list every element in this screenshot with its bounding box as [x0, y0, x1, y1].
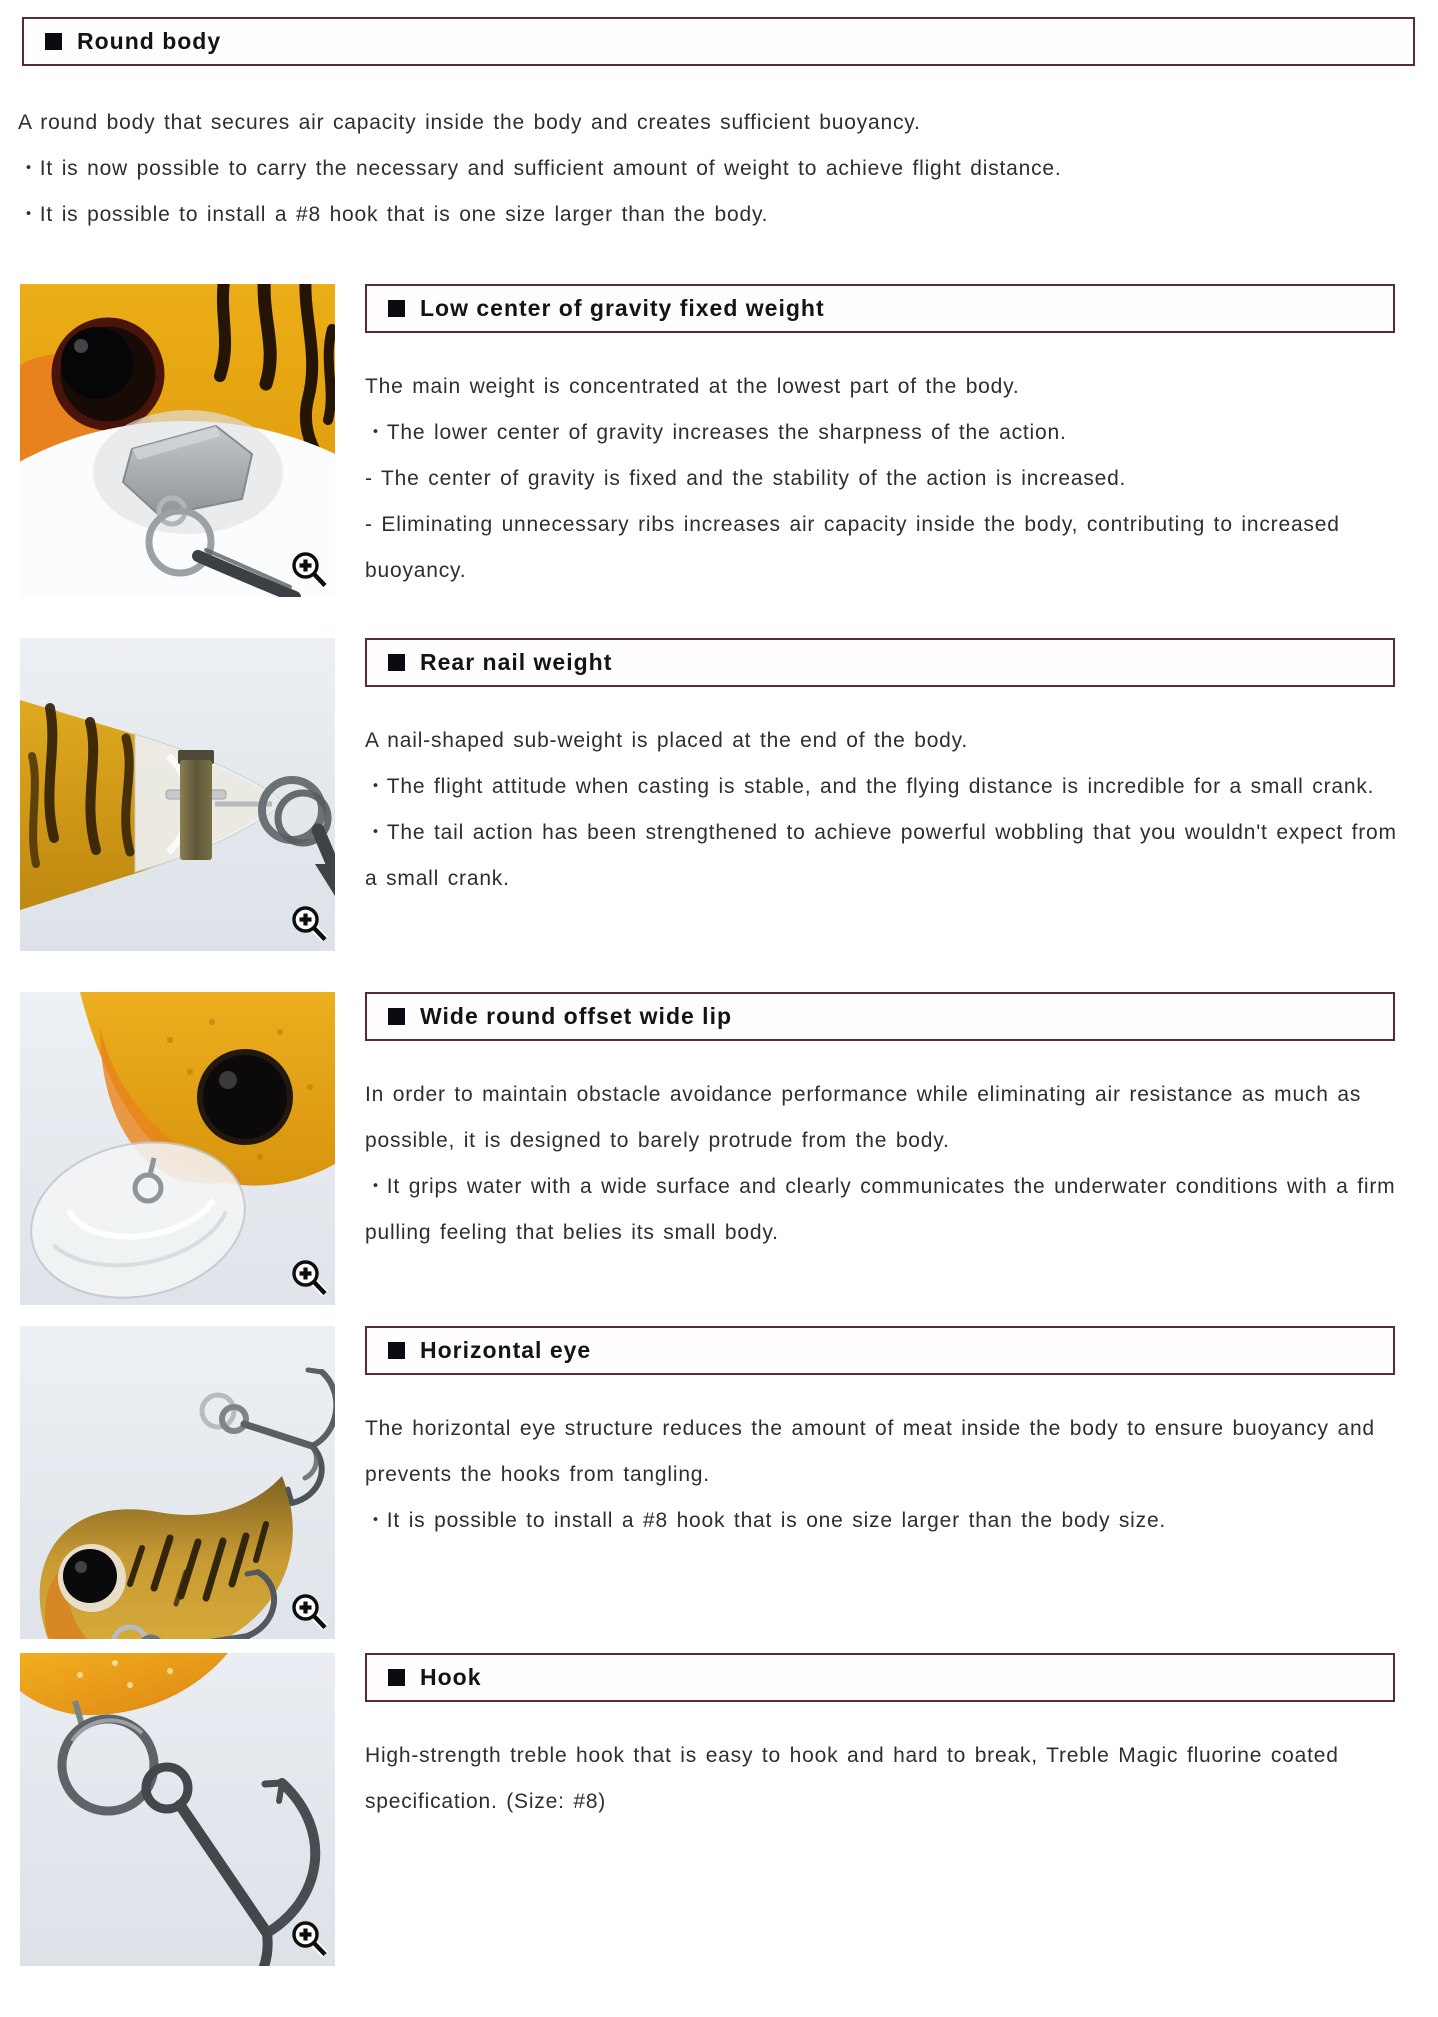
treble-hook-illustration: [20, 1653, 335, 1966]
paragraph: ・It grips water with a wide surface and clearly communicates the underwater conditions with a firm pulling feeling that belies its small body.: [365, 1175, 1396, 1244]
section-title: Hook: [420, 1664, 482, 1690]
section-title: Low center of gravity fixed weight: [420, 295, 825, 321]
zoom-icon[interactable]: [289, 1591, 329, 1631]
feature-section-wide-lip: [20, 992, 1438, 1305]
paragraph: High-strength treble hook that is easy to hook and hard to break, Treble Magic fluorine coated specification. (Size: #8): [365, 1744, 1339, 1813]
paragraph: ・The lower center of gravity increases the sharpness of the action.: [365, 421, 1067, 444]
paragraph: A nail-shaped sub-weight is placed at the end of the body.: [365, 729, 969, 752]
section-header: [365, 992, 1395, 1041]
paragraph: - The center of gravity is fixed and the stability of the action is increased.: [365, 467, 1127, 490]
paragraph: ・The flight attitude when casting is stable, and the flying distance is incredible for a small crank.: [365, 775, 1375, 798]
treble-hook-photo[interactable]: [20, 1653, 335, 1966]
lure-wide-lip-illustration: [20, 992, 335, 1305]
section-body: [365, 364, 1408, 594]
feature-section-hook: [20, 1653, 1438, 1966]
paragraph: In order to maintain obstacle avoidance performance while eliminating air resistance as much as possible, it is designed to barely protrude from the body.: [365, 1083, 1362, 1152]
paragraph: - Eliminating unnecessary ribs increases air capacity inside the body, contributing to increased buoyancy.: [365, 513, 1340, 582]
paragraph: ・The tail action has been strengthened to achieve powerful wobbling that you wouldn't expect from a small crank.: [365, 821, 1397, 890]
zoom-icon[interactable]: [289, 903, 329, 943]
lure-rear-nail-weight-photo[interactable]: [20, 638, 335, 951]
section-title: Wide round offset wide lip: [420, 1003, 733, 1029]
paragraph: A round body that secures air capacity inside the body and creates sufficient buoyancy.: [18, 111, 921, 134]
paragraph: ・It is now possible to carry the necessary and sufficient amount of weight to achieve flight distance.: [18, 157, 1062, 180]
lure-horizontal-eye-illustration: [20, 1326, 335, 1639]
paragraph: The horizontal eye structure reduces the amount of meat inside the body to ensure buoyancy and prevents the hooks from tangling.: [365, 1417, 1375, 1486]
round-body-description: [18, 100, 1418, 238]
section-header: [365, 1326, 1395, 1375]
square-bullet-icon: [388, 300, 405, 317]
section-title: Rear nail weight: [420, 649, 613, 675]
section-header: [365, 638, 1395, 687]
section-header: [365, 1653, 1395, 1702]
lure-wide-lip-photo[interactable]: [20, 992, 335, 1305]
square-bullet-icon: [388, 1669, 405, 1686]
zoom-icon[interactable]: [289, 1918, 329, 1958]
square-bullet-icon: [388, 1342, 405, 1359]
lure-rear-nail-weight-illustration: [20, 638, 335, 951]
square-bullet-icon: [388, 1008, 405, 1025]
paragraph: ・It is possible to install a #8 hook that is one size larger than the body.: [18, 203, 769, 226]
zoom-icon[interactable]: [289, 1257, 329, 1297]
round-body-section-header: [22, 17, 1415, 66]
section-body: [365, 718, 1408, 902]
section-title: Horizontal eye: [420, 1337, 592, 1363]
section-title: Round body: [77, 28, 222, 54]
square-bullet-icon: [388, 654, 405, 671]
section-body: [365, 1406, 1408, 1544]
paragraph: The main weight is concentrated at the lowest part of the body.: [365, 375, 1020, 398]
feature-section-low-center-of-gravity: [20, 284, 1438, 597]
zoom-icon[interactable]: [289, 549, 329, 589]
section-header: [365, 284, 1395, 333]
lure-belly-fixed-weight-photo[interactable]: [20, 284, 335, 597]
section-body: [365, 1072, 1408, 1256]
section-body: [365, 1733, 1408, 1825]
feature-section-horizontal-eye: [20, 1326, 1438, 1639]
lure-horizontal-eye-photo[interactable]: [20, 1326, 335, 1639]
paragraph: ・It is possible to install a #8 hook that is one size larger than the body size.: [365, 1509, 1167, 1532]
feature-section-rear-nail-weight: [20, 638, 1438, 951]
square-bullet-icon: [45, 33, 62, 50]
lure-belly-fixed-weight-illustration: [20, 284, 335, 597]
